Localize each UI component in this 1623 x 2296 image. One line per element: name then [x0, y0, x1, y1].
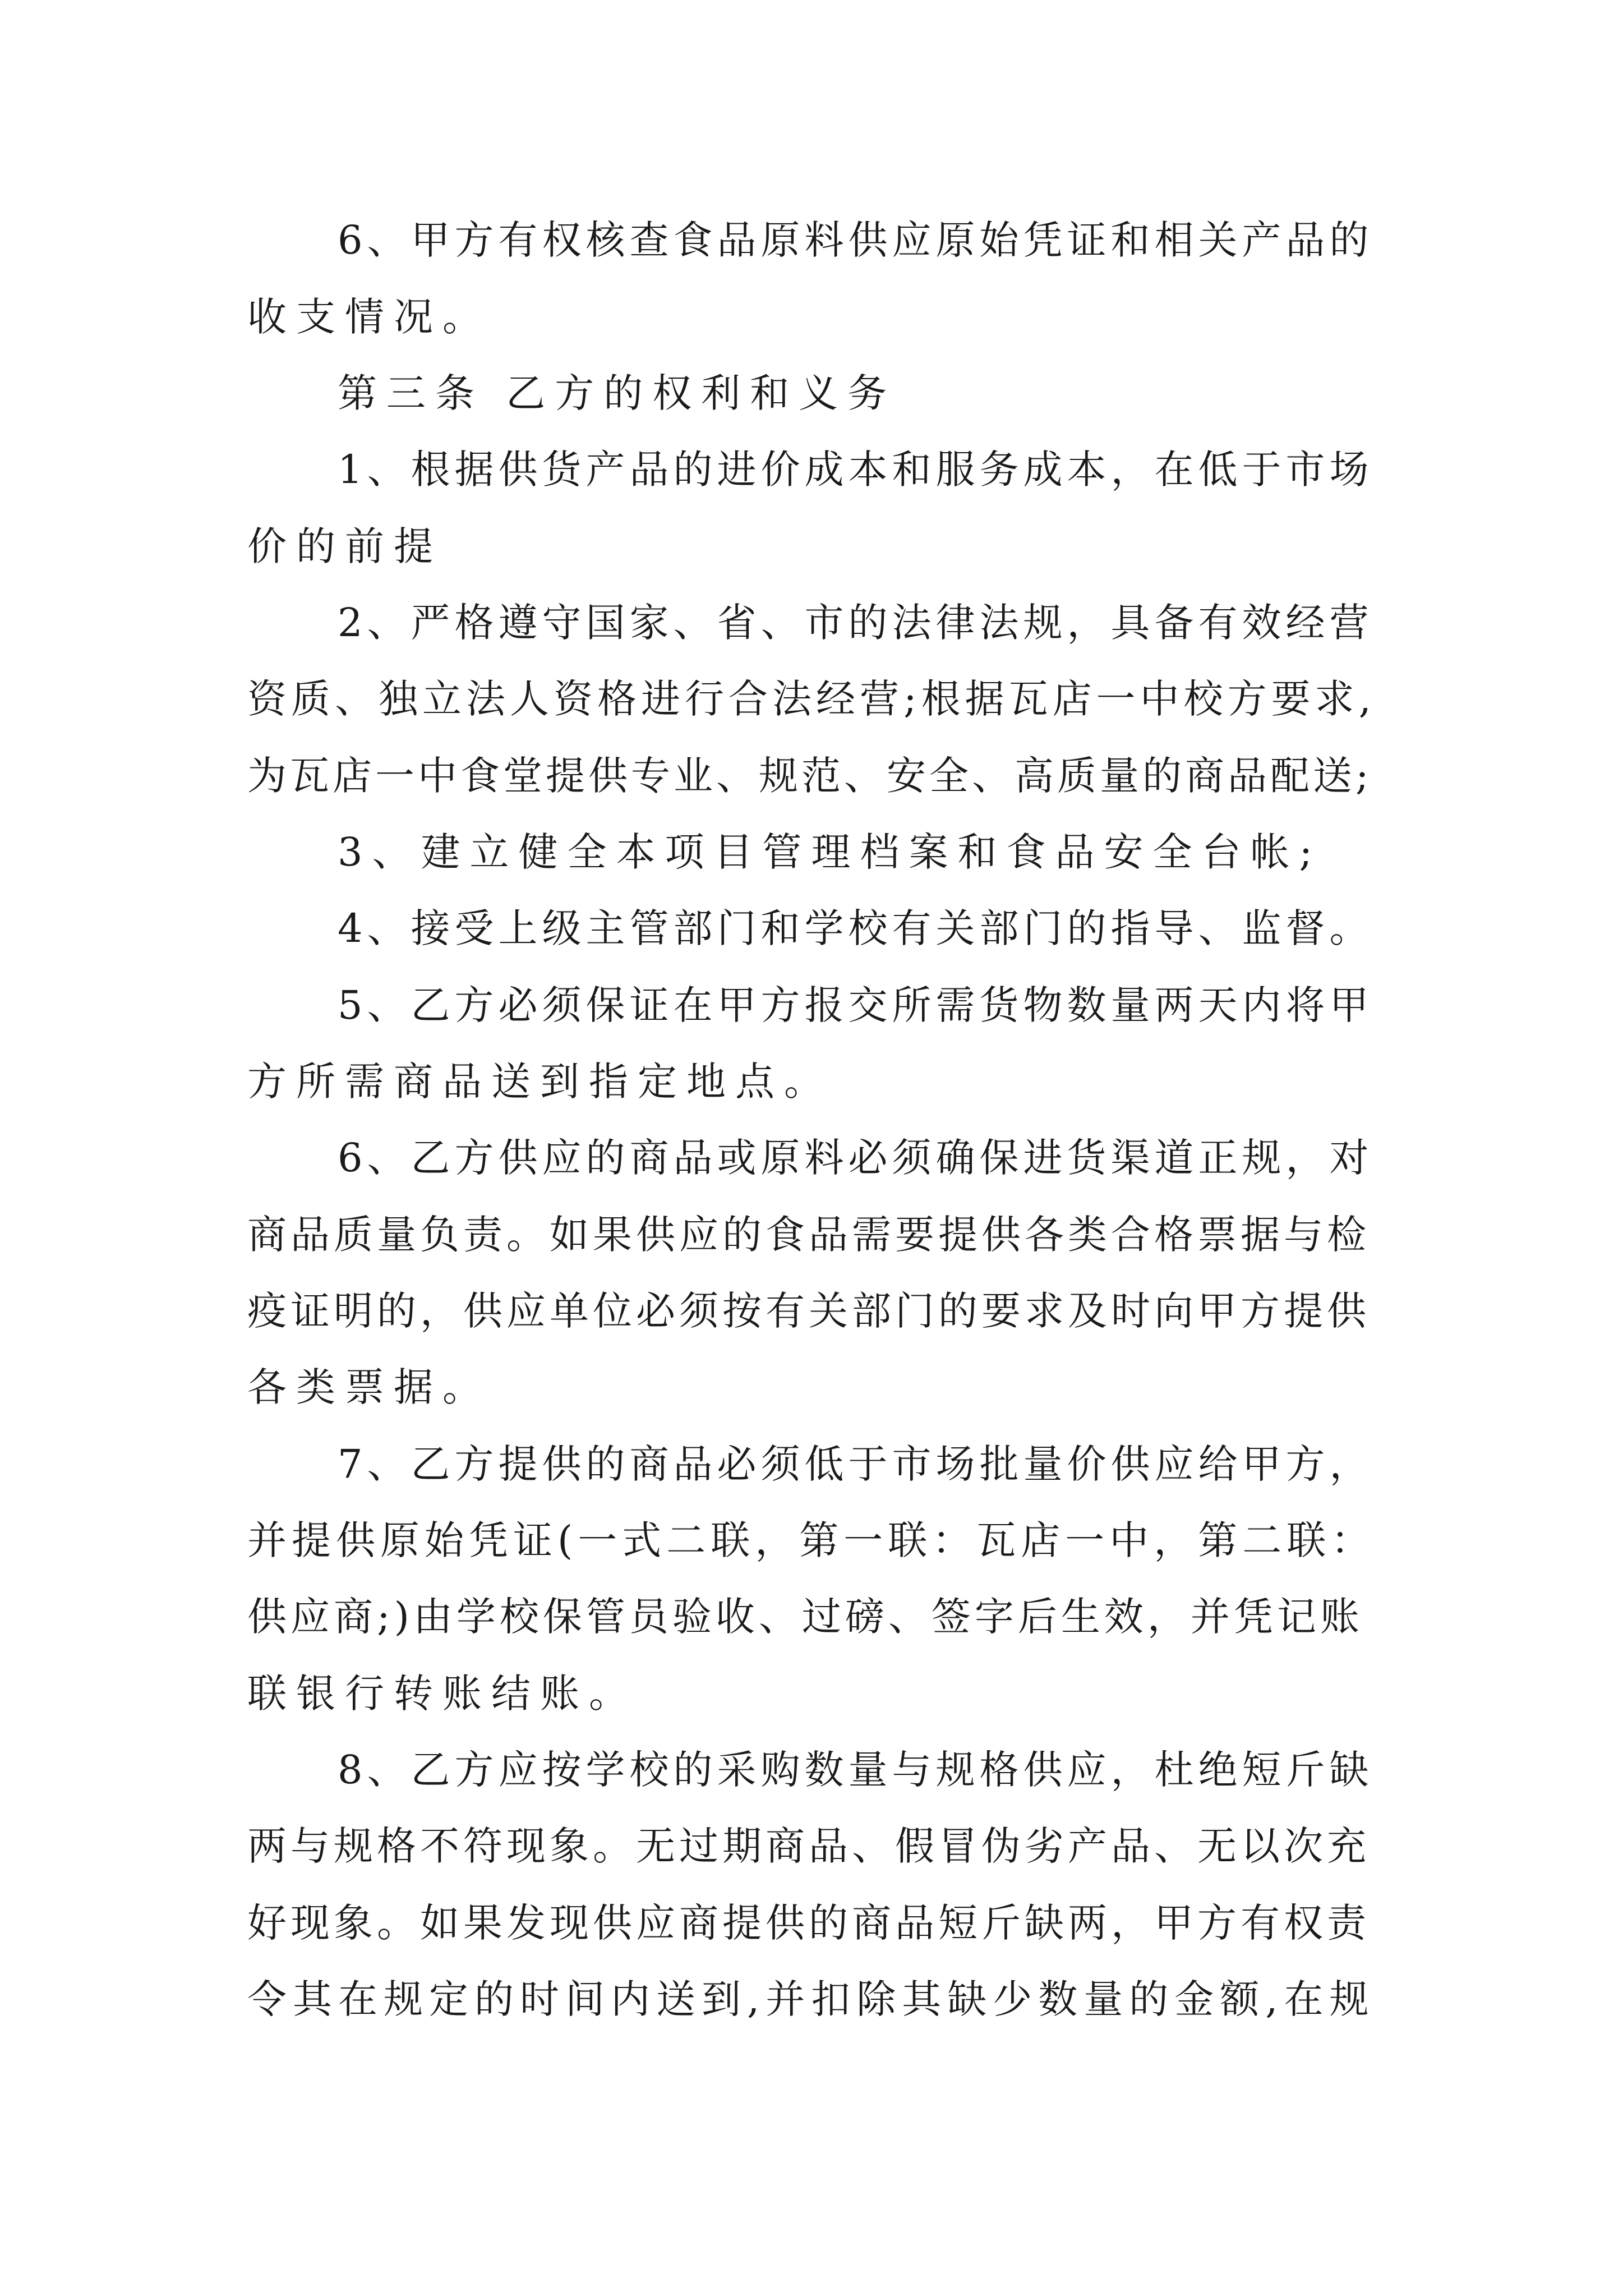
paragraph-line: 并提供原始凭证(一式二联，第一联：瓦店一中，第二联： — [247, 1517, 1376, 1563]
paragraph-line: 4、接受上级主管部门和学校有关部门的指导、监督。 — [338, 905, 1373, 951]
paragraph-line: 疫证明的，供应单位必须按有关部门的要求及时向甲方提供 — [247, 1288, 1370, 1334]
paragraph-line: 商品质量负责。如果供应的食品需要提供各类合格票据与检 — [247, 1212, 1370, 1258]
paragraph-line: 联银行转账结账。 — [247, 1671, 638, 1717]
paragraph-line: 为瓦店一中食堂提供专业、规范、安全、高质量的商品配送; — [247, 753, 1372, 799]
paragraph-line: 5、乙方必须保证在甲方报交所需货物数量两天内将甲 — [338, 982, 1373, 1028]
paragraph-line: 两与规格不符现象。无过期商品、假冒伪劣产品、无以次充 — [247, 1823, 1370, 1869]
paragraph-line: 2、严格遵守国家、省、市的法律法规，具备有效经营 — [338, 600, 1373, 646]
paragraph-line: 好现象。如果发现供应商提供的商品短斤缺两，甲方有权责 — [247, 1900, 1370, 1946]
paragraph-line: 令其在规定的时间内送到,并扣除其缺少数量的金额,在规 — [247, 1976, 1375, 2022]
paragraph-line: 方所需商品送到指定地点。 — [247, 1059, 833, 1105]
paragraph-line: 6、甲方有权核查食品原料供应原始凭证和相关产品的 — [338, 217, 1373, 263]
section-heading: 第三条 乙方的权利和义务 — [338, 370, 897, 416]
paragraph-line: 收支情况。 — [247, 294, 491, 340]
paragraph-line: 资质、独立法人资格进行合法经营;根据瓦店一中校方要求, — [247, 676, 1376, 722]
paragraph-line: 各类票据。 — [247, 1364, 491, 1410]
paragraph-line: 供应商;)由学校保管员验收、过磅、签字后生效，并凭记账 — [247, 1594, 1363, 1640]
paragraph-line: 8、乙方应按学校的采购数量与规格供应，杜绝短斤缺 — [338, 1747, 1373, 1793]
paragraph-line: 3、建立健全本项目管理档案和食品安全台帐; — [338, 829, 1322, 875]
paragraph-line: 6、乙方供应的商品或原料必须确保进货渠道正规，对 — [338, 1135, 1373, 1181]
paragraph-line: 1、根据供货产品的进价成本和服务成本，在低于市场 — [338, 447, 1373, 493]
paragraph-line: 价的前提 — [247, 523, 442, 569]
paragraph-line: 7、乙方提供的商品必须低于市场批量价供应给甲方， — [338, 1441, 1373, 1487]
